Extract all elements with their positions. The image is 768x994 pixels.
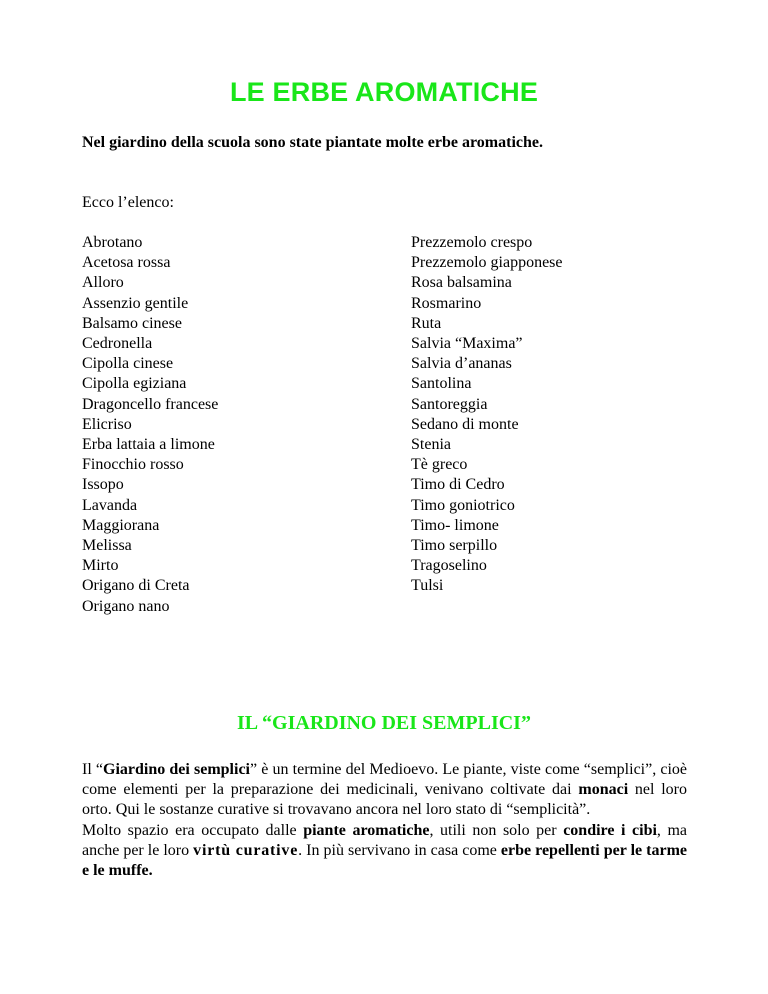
text-run: . In più servivano in casa come <box>298 841 501 859</box>
herb-item: Tulsi <box>411 577 444 595</box>
herb-item: Rosmarino <box>411 294 482 312</box>
herb-item: Acetosa rossa <box>82 254 171 272</box>
bold-term: monaci <box>578 781 629 799</box>
herb-item: Cedronella <box>82 335 153 353</box>
herb-item: Dragoncello francese <box>82 395 219 413</box>
herb-item: Origano di Creta <box>82 577 190 595</box>
herb-item: Timo- limone <box>411 516 499 534</box>
herb-item: Maggiorana <box>82 516 160 534</box>
herb-item: Timo goniotrico <box>411 496 515 514</box>
list-label: Ecco l’elenco: <box>82 194 174 211</box>
herb-item: Erba lattaia a limone <box>82 436 215 454</box>
bold-term: condire i cibi <box>563 821 657 839</box>
herb-item: Timo serpillo <box>411 537 498 555</box>
herb-list-left <box>82 233 218 617</box>
herb-item: Salvia d’ananas <box>411 355 512 373</box>
herb-item: Issopo <box>82 476 124 494</box>
text-run: , ma anche per le loro <box>82 821 688 859</box>
herb-item: Prezzemolo giapponese <box>411 254 563 272</box>
section-body <box>82 760 687 881</box>
herb-item: Elicriso <box>82 415 132 433</box>
herb-item: Abrotano <box>82 234 143 251</box>
herb-item: Mirto <box>82 557 119 575</box>
herb-item: Sedano di monte <box>411 415 519 433</box>
herb-item: Tragoselino <box>411 557 487 575</box>
bold-term: virtù curative <box>193 841 299 859</box>
paragraph-1 <box>82 760 687 821</box>
herb-item: Rosa balsamina <box>411 274 512 292</box>
bold-term: piante aromatiche <box>303 821 430 839</box>
text-run: Molto spazio era occupato dalle <box>82 821 304 839</box>
paragraph-2 <box>82 821 687 882</box>
herb-item: Prezzemolo crespo <box>411 234 533 251</box>
herb-item: Cipolla cinese <box>82 355 174 373</box>
herb-item: Santoreggia <box>411 395 488 413</box>
text-run: , utili non solo per <box>429 821 564 839</box>
herb-item: Ruta <box>411 314 442 332</box>
herb-item: Melissa <box>82 537 132 555</box>
text-run: Il “ <box>82 761 104 778</box>
herb-item: Alloro <box>82 274 124 292</box>
herb-item: Lavanda <box>82 496 138 514</box>
text-run: ” è un termine del Medioevo. Le piante, viste come “semplici”, cioè come elementi per la preparazione dei medicinali, venivano coltivate dai <box>82 761 688 799</box>
herb-list-right <box>411 233 563 597</box>
page-title: LE ERBE AROMATICHE <box>229 77 539 107</box>
intro-sentence: Nel giardino della scuola sono state piantate molte erbe aromatiche. <box>82 134 543 151</box>
herb-item: Salvia “Maxima” <box>411 335 523 353</box>
bold-term: erbe repellenti per le tarme e le muffe. <box>82 841 687 880</box>
herb-item: Stenia <box>411 436 451 454</box>
herb-item: Santolina <box>411 375 472 393</box>
herb-item: Cipolla egiziana <box>82 375 187 393</box>
herb-item: Assenzio gentile <box>82 294 189 312</box>
herb-item: Timo di Cedro <box>411 476 505 494</box>
herb-item: Balsamo cinese <box>82 314 182 332</box>
text-run: nel loro orto. Qui le sostanze curative si trovavano ancora nel loro stato di “semplicità”. <box>82 781 687 819</box>
herb-item: Finocchio rosso <box>82 456 184 474</box>
herb-item: Tè greco <box>411 456 468 474</box>
section-title: IL “GIARDINO DEI SEMPLICI” <box>237 712 531 734</box>
herb-item: Origano nano <box>82 597 170 615</box>
bold-term: Giardino dei semplici <box>103 761 250 778</box>
